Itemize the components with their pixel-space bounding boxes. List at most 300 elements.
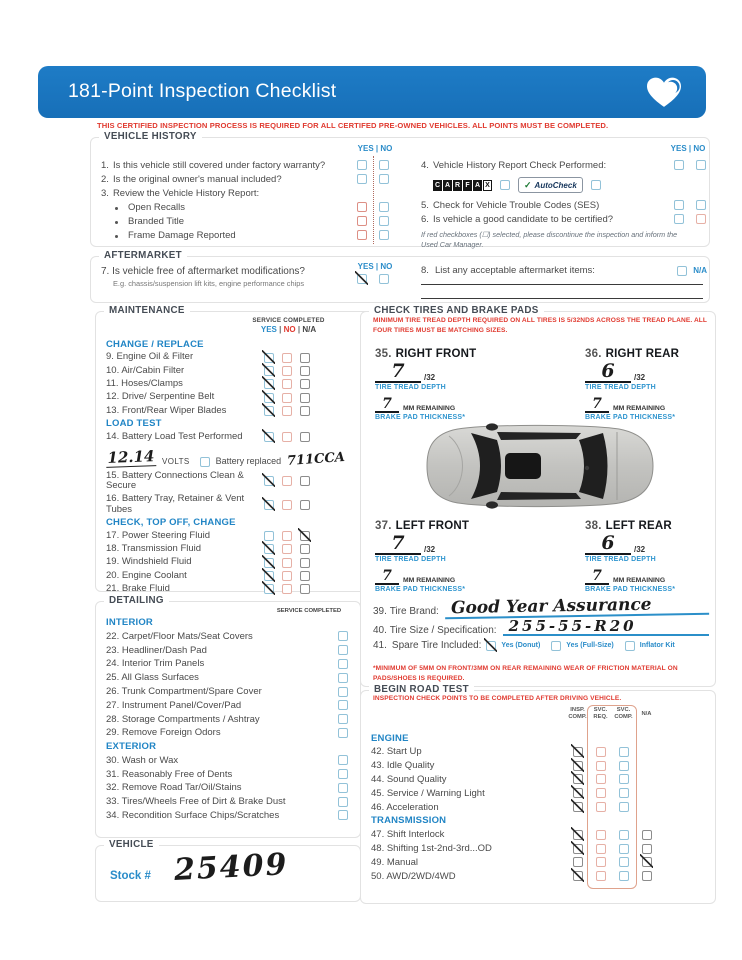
maintenance-rows [106, 338, 378, 596]
item-number: 37. [375, 520, 392, 532]
spare-option-checkbox-1[interactable] [551, 641, 561, 651]
item-label: 47. Shift Interlock [371, 829, 445, 841]
tires-title: CHECK TIRES AND BRAKE PADS [369, 305, 544, 316]
tire-position-title [585, 348, 742, 360]
yes-checkbox[interactable] [264, 476, 274, 486]
svc-comp-checkbox[interactable] [619, 871, 629, 881]
service-completed-header: SERVICE COMPLETED [276, 608, 342, 614]
spare-tire-options [486, 641, 680, 651]
na-checkbox[interactable] [300, 432, 310, 442]
item-label: 15. Battery Connections Clean & Secure [106, 469, 244, 492]
svc-comp-checkbox[interactable] [619, 857, 629, 867]
spare-option-label: Inflator Kit [639, 642, 675, 649]
service-checkboxes [264, 393, 310, 403]
item-label: 43. Idle Quality [371, 760, 435, 772]
brake-pad-handwritten[interactable]: 7 [375, 569, 399, 585]
item-label: 9. Engine Oil & Filter [106, 351, 194, 363]
aftermarket-items-line-2[interactable] [421, 298, 703, 299]
service-checkboxes [264, 558, 310, 568]
maintenance-title: MAINTENANCE [104, 305, 190, 316]
service-completed-checkbox[interactable] [338, 659, 348, 669]
item-label: 27. Instrument Panel/Cover/Pad [106, 699, 242, 711]
item-number: 7. [101, 266, 110, 277]
tire-position-title [375, 348, 535, 360]
service-checkboxes [264, 571, 310, 581]
brake-pad-thickness-label: BRAKE PAD THICKNESS* [585, 414, 676, 421]
tread-depth-handwritten[interactable]: 7 [375, 534, 421, 555]
na-checkbox[interactable] [300, 584, 310, 594]
road-test-section [360, 684, 716, 904]
carfax-checkbox[interactable] [500, 180, 510, 190]
svc-comp-checkbox[interactable] [619, 844, 629, 854]
yes-checkbox[interactable] [264, 406, 274, 416]
q8-na-checkbox[interactable] [677, 266, 687, 276]
item-label: 16. Battery Tray, Retainer & Vent Tubes [106, 493, 245, 515]
svc-req-checkbox[interactable] [596, 761, 606, 771]
service-completed-checkbox[interactable] [338, 714, 348, 724]
vh-bullet-frame-damage [101, 228, 413, 242]
q1-no-checkbox[interactable] [379, 160, 389, 170]
service-completed-checkbox[interactable] [338, 769, 348, 779]
carfax-logo [433, 180, 492, 191]
spare-option-checkbox-2[interactable] [625, 641, 635, 651]
maintenance-item-row [106, 543, 378, 556]
svc-req-checkbox[interactable] [596, 788, 606, 798]
service-completed-checkbox[interactable] [338, 797, 348, 807]
carfax-letter-tile: C [434, 181, 441, 189]
item-label: 26. Trunk Compartment/Spare Cover [106, 686, 262, 698]
maintenance-item-row [106, 529, 378, 542]
report-logos-row [421, 172, 709, 198]
no-checkbox[interactable] [282, 571, 292, 581]
svc-req-checkbox[interactable] [596, 857, 606, 867]
mm-remaining-label: MM REMAINING [613, 577, 666, 584]
maintenance-subheader: LOAD TEST [106, 418, 162, 430]
maintenance-item-row [106, 404, 378, 417]
item-number: 1. [101, 159, 109, 171]
yes-checkbox[interactable] [264, 584, 274, 594]
na-checkbox[interactable] [300, 366, 310, 376]
vehicle-history-title: VEHICLE HISTORY [99, 131, 202, 142]
service-completed-checkbox[interactable] [338, 687, 348, 697]
no-checkbox[interactable] [282, 584, 292, 594]
item-number: 4. [421, 159, 429, 171]
item-label: 30. Wash or Wax [106, 754, 179, 766]
q2-no-checkbox[interactable] [379, 174, 389, 184]
col-yes: YES [260, 325, 277, 334]
open-recalls-no-checkbox[interactable] [379, 202, 389, 212]
maintenance-item-row [106, 569, 378, 582]
item-label: 19. Windshield Fluid [106, 556, 192, 568]
spare-option-checkbox-0[interactable] [486, 641, 496, 651]
detailing-rows [106, 616, 348, 822]
yes-checkbox[interactable] [264, 571, 274, 581]
maintenance-item-row [106, 430, 378, 443]
maintenance-item-row [106, 391, 378, 404]
item-number: 6. [421, 213, 429, 225]
item-label: Review the Vehicle History Report: [112, 187, 260, 199]
na-checkbox[interactable] [300, 544, 310, 554]
svc-comp-checkbox[interactable] [619, 788, 629, 798]
no-checkbox[interactable] [282, 558, 292, 568]
na-checkbox[interactable] [642, 871, 652, 881]
brake-pad-handwritten[interactable]: 7 [585, 397, 609, 413]
detailing-item-row [106, 698, 348, 712]
service-checkboxes [264, 584, 310, 594]
svc-req-checkbox[interactable] [596, 871, 606, 881]
page-title: 181-Point Inspection Checklist [68, 80, 337, 102]
item-label: 29. Remove Foreign Odors [106, 727, 221, 739]
branded-title-yes-checkbox[interactable] [357, 216, 367, 226]
service-checkboxes [264, 353, 310, 363]
autocheck-logo [518, 177, 583, 193]
car-top-view-image [419, 420, 659, 517]
brake-pad-thickness-label: BRAKE PAD THICKNESS* [375, 414, 466, 421]
q7-yes-checkbox[interactable] [357, 274, 367, 284]
item-label: 46. Acceleration [371, 801, 439, 813]
maintenance-item-row [106, 378, 378, 391]
heart-logo-icon [644, 76, 684, 115]
per-32-label: /32 [424, 373, 436, 382]
na-checkbox[interactable] [300, 353, 310, 363]
item-label: 49. Manual [371, 856, 419, 868]
tire-corner-left-rear [585, 520, 742, 593]
service-checkboxes [264, 531, 310, 541]
bullet-icon [115, 235, 118, 238]
item-label: Tire Size / Specification: [389, 625, 497, 636]
mm-remaining-label: MM REMAINING [613, 405, 666, 412]
insp-comp-checkbox[interactable] [573, 871, 583, 881]
vh-item-1 [101, 158, 413, 172]
item-label: 32. Remove Road Tar/Oil/Stains [106, 782, 242, 794]
item-number: 3. [101, 187, 109, 199]
tire-corner-right-front [375, 348, 535, 421]
detailing-item-row [106, 809, 348, 823]
vh-item-5 [421, 198, 709, 212]
road-test-item-row [371, 828, 671, 842]
vehicle-title: VEHICLE [104, 839, 159, 850]
frame-damage-yes-checkbox[interactable] [357, 230, 367, 240]
item-label: 20. Engine Coolant [106, 569, 187, 581]
service-completed-checkbox[interactable] [338, 810, 348, 820]
svc-comp-checkbox[interactable] [619, 774, 629, 784]
col-header-insp-comp: INSP. COMP. [568, 707, 587, 721]
per-32-label: /32 [424, 545, 436, 554]
item-number: 39. [373, 606, 387, 617]
tread-depth-handwritten[interactable]: 7 [375, 362, 421, 383]
item-label: Is the original owner's manual included? [112, 173, 282, 185]
carfax-letter-tile: X [483, 180, 492, 191]
item-number: 35. [375, 348, 392, 360]
q6-no-checkbox[interactable] [696, 214, 706, 224]
vh-item-2 [101, 172, 413, 186]
no-checkbox[interactable] [282, 544, 292, 554]
insp-comp-checkbox[interactable] [573, 788, 583, 798]
road-test-item-row [371, 759, 671, 773]
q1-yes-checkbox[interactable] [357, 160, 367, 170]
item-number: 41. [373, 640, 387, 651]
volts-value-handwritten[interactable]: 12.14 [107, 446, 155, 467]
vh-left-column [101, 158, 413, 242]
item-label: 44. Sound Quality [371, 773, 447, 785]
item-label: 14. Battery Load Test Performed [106, 430, 243, 442]
maintenance-item-row [106, 556, 378, 569]
item-number: 40. [373, 625, 387, 636]
svc-req-checkbox[interactable] [596, 844, 606, 854]
na-checkbox[interactable] [300, 531, 310, 541]
insp-comp-checkbox[interactable] [573, 830, 583, 840]
per-32-label: /32 [634, 545, 646, 554]
header-bar [38, 66, 706, 118]
service-completed-checkbox[interactable] [338, 631, 348, 641]
service-completed-checkbox[interactable] [338, 700, 348, 710]
item-label: Is this vehicle still covered under factory warranty? [112, 159, 326, 171]
yes-checkbox[interactable] [264, 379, 274, 389]
svc-req-checkbox[interactable] [596, 802, 606, 812]
tread-depth-handwritten[interactable]: 6 [585, 534, 631, 555]
detailing-item-row [106, 753, 348, 767]
yes-checkbox[interactable] [264, 366, 274, 376]
battery-replaced-checkbox[interactable] [200, 457, 210, 467]
item-label: 25. All Glass Surfaces [106, 672, 199, 684]
na-checkbox[interactable] [300, 393, 310, 403]
no-checkbox[interactable] [282, 500, 292, 510]
detailing-item-row [106, 781, 348, 795]
road-test-item-row [371, 856, 671, 870]
brake-pad-footnote: *MINIMUM OF 5MM ON FRONT/3MM ON REAR REMAINING WEAR OF FRICTION MATERIAL ON PADS/SHOES IS REQUIRED. [373, 665, 678, 682]
na-checkbox[interactable] [300, 500, 310, 510]
insp-comp-checkbox[interactable] [573, 747, 583, 757]
svc-comp-checkbox[interactable] [619, 747, 629, 757]
item-label: Vehicle History Report Check Performed: [432, 159, 607, 171]
vh-right-yes-no-header: YES | NO [670, 144, 706, 153]
service-completed-checkbox[interactable] [338, 755, 348, 765]
open-recalls-yes-checkbox[interactable] [357, 202, 367, 212]
aftermarket-title: AFTERMARKET [99, 250, 187, 261]
na-checkbox[interactable] [642, 857, 652, 867]
yes-checkbox[interactable] [264, 531, 274, 541]
brake-pad-handwritten[interactable]: 7 [585, 569, 609, 585]
tire-tread-depth-label: TIRE TREAD DEPTH [585, 384, 656, 391]
tire-corner-left-front [375, 520, 535, 593]
insp-comp-checkbox[interactable] [573, 774, 583, 784]
na-checkbox[interactable] [642, 830, 652, 840]
service-checkboxes [264, 500, 310, 510]
na-checkbox[interactable] [300, 406, 310, 416]
yes-checkbox[interactable] [264, 544, 274, 554]
road-test-item-row [371, 800, 671, 814]
na-checkbox[interactable] [300, 558, 310, 568]
yes-checkbox[interactable] [264, 393, 274, 403]
q6-yes-checkbox[interactable] [674, 214, 684, 224]
svc-req-checkbox[interactable] [596, 774, 606, 784]
tire-brand-handwritten[interactable]: Good Year Assurance [445, 596, 710, 620]
service-completed-checkbox[interactable] [338, 728, 348, 738]
tire-position-title [375, 520, 535, 532]
service-completed-checkbox[interactable] [338, 783, 348, 793]
stock-number-label: Stock # [110, 870, 151, 882]
bullet-label: Open Recalls [128, 201, 186, 213]
detailing-item-row [106, 795, 348, 809]
tire-tread-depth-label: TIRE TREAD DEPTH [375, 384, 446, 391]
autocheck-label: AutoCheck [534, 180, 577, 190]
detailing-item-row [106, 685, 348, 699]
tire-questions [373, 594, 709, 651]
item-label: 22. Carpet/Floor Mats/Seat Covers [106, 630, 253, 642]
detailing-subheader: EXTERIOR [106, 741, 157, 753]
q4-no-checkbox[interactable] [696, 160, 706, 170]
battery-replaced-label: Battery replaced [215, 455, 282, 466]
item-label: 50. AWD/2WD/4WD [371, 870, 456, 882]
item-label: Is vehicle free of aftermarket modifications? [112, 266, 305, 277]
yes-checkbox[interactable] [264, 558, 274, 568]
tire-size-handwritten[interactable]: 255-55-R20 [503, 619, 709, 636]
detailing-item-row [106, 726, 348, 740]
q5-no-checkbox[interactable] [696, 200, 706, 210]
svc-req-checkbox[interactable] [596, 747, 606, 757]
volts-label: VOLTS [162, 456, 190, 466]
maintenance-section [95, 305, 385, 594]
item-label: 31. Reasonably Free of Dents [106, 768, 233, 780]
detailing-item-row [106, 671, 348, 685]
q4-yes-checkbox[interactable] [674, 160, 684, 170]
item-label: 23. Headliner/Dash Pad [106, 644, 207, 656]
no-checkbox[interactable] [282, 432, 292, 442]
road-test-item-row [371, 842, 671, 856]
tires-section [360, 305, 716, 687]
no-checkbox[interactable] [282, 476, 292, 486]
service-completed-checkbox[interactable] [338, 673, 348, 683]
road-test-note: INSPECTION CHECK POINTS TO BE COMPLETED AFTER DRIVING VEHICLE. [373, 695, 622, 702]
autocheck-checkbox[interactable] [591, 180, 601, 190]
maintenance-item-row [106, 351, 378, 364]
road-test-subheader: ENGINE [371, 732, 409, 744]
tire-tread-depth-label: TIRE TREAD DEPTH [585, 556, 656, 563]
insp-comp-checkbox[interactable] [573, 802, 583, 812]
vh-right-column [421, 158, 709, 249]
q2-yes-checkbox[interactable] [357, 174, 367, 184]
item-label: 10. Air/Cabin Filter [106, 364, 185, 376]
spare-option-label: Yes (Donut) [501, 642, 541, 649]
item-label: 28. Storage Compartments / Ashtray [106, 713, 260, 725]
vehicle-history-section [90, 131, 710, 249]
branded-title-no-checkbox[interactable] [379, 216, 389, 226]
svc-comp-checkbox[interactable] [619, 830, 629, 840]
detailing-item-row [106, 657, 348, 671]
item-number: 5. [421, 199, 429, 211]
question-7-checkboxes [357, 274, 389, 284]
brake-pad-handwritten[interactable]: 7 [375, 397, 399, 413]
tread-depth-handwritten[interactable]: 6 [585, 362, 631, 383]
carfax-letter-tile: A [474, 181, 481, 189]
item-label: 13. Front/Rear Wiper Blades [106, 404, 227, 416]
insp-comp-checkbox[interactable] [573, 761, 583, 771]
svc-comp-checkbox[interactable] [619, 802, 629, 812]
road-test-item-row [371, 786, 671, 800]
vh-bullet-branded-title [101, 214, 413, 228]
item-label: Is vehicle a good candidate to be certified? [432, 213, 614, 225]
service-checkboxes [264, 544, 310, 554]
tire-position-name: RIGHT REAR [605, 348, 680, 360]
col-header-svc-req: SVC. REQ. [593, 707, 608, 721]
col-sep: | [279, 325, 282, 334]
col-header-svc-comp: SVC. COMP. [614, 707, 633, 721]
yes-checkbox[interactable] [264, 432, 274, 442]
no-checkbox[interactable] [282, 366, 292, 376]
no-checkbox[interactable] [282, 379, 292, 389]
detailing-section [95, 595, 361, 838]
maintenance-item-row [106, 364, 378, 377]
na-checkbox[interactable] [300, 379, 310, 389]
carfax-letter-tile: R [454, 181, 461, 189]
no-checkbox[interactable] [282, 393, 292, 403]
aftermarket-question-8 [421, 265, 707, 276]
maintenance-item-row [106, 470, 378, 493]
insp-comp-checkbox[interactable] [573, 844, 583, 854]
frame-damage-no-checkbox[interactable] [379, 230, 389, 240]
yes-checkbox[interactable] [264, 353, 274, 363]
spare-option-label: Yes (Full-Size) [566, 642, 614, 649]
col-header-na: N/A [641, 711, 652, 717]
col-sep: | [297, 325, 301, 334]
item-number: 36. [585, 348, 602, 360]
na-checkbox[interactable] [300, 476, 310, 486]
no-checkbox[interactable] [282, 531, 292, 541]
detailing-item-row [106, 712, 348, 726]
q5-yes-checkbox[interactable] [674, 200, 684, 210]
col-na: N/A [302, 325, 317, 334]
no-checkbox[interactable] [282, 406, 292, 416]
service-completed-header: SERVICE COMPLETED [252, 317, 325, 324]
vh-left-yes-no-header: YES | NO [357, 144, 393, 153]
aftermarket-items-line-1[interactable] [421, 284, 703, 285]
aftermarket-section [90, 250, 710, 303]
tire-position-title [585, 520, 742, 532]
tire-position-name: RIGHT FRONT [395, 348, 477, 360]
na-checkbox[interactable] [300, 571, 310, 581]
item-label: List any acceptable aftermarket items: [434, 265, 595, 276]
service-completed-checkbox[interactable] [338, 645, 348, 655]
na-checkbox[interactable] [642, 844, 652, 854]
item-label: Tire Brand: [389, 606, 439, 617]
tire-position-name: LEFT FRONT [395, 520, 470, 532]
q7-no-checkbox[interactable] [379, 274, 389, 284]
bullet-icon [115, 221, 118, 224]
carfax-letter-tile: A [444, 181, 451, 189]
insp-comp-checkbox[interactable] [573, 857, 583, 867]
no-checkbox[interactable] [282, 353, 292, 363]
tire-size-row [373, 619, 709, 636]
yes-checkbox[interactable] [264, 500, 274, 510]
battery-cca-handwritten[interactable]: 711CCA [286, 449, 346, 469]
detailing-item-row [106, 643, 348, 657]
tire-brand-row [373, 594, 709, 619]
vehicle-stock-section [95, 839, 361, 902]
stock-number-handwritten[interactable]: 25409 [173, 847, 290, 888]
service-checkboxes [264, 432, 310, 442]
aftermarket-yes-no-header: YES | NO [357, 262, 393, 271]
item-label: 48. Shifting 1st-2nd-3rd...OD [371, 843, 492, 855]
road-test-rows [371, 731, 671, 883]
svc-req-checkbox[interactable] [596, 830, 606, 840]
item-label: 21. Brake Fluid [106, 582, 170, 594]
bullet-label: Branded Title [128, 215, 184, 227]
col-no: NO [283, 325, 296, 334]
item-label: 12. Drive/ Serpentine Belt [106, 391, 215, 403]
detailing-item-row [106, 767, 348, 781]
svc-comp-checkbox[interactable] [619, 761, 629, 771]
bullet-label: Frame Damage Reported [128, 229, 236, 241]
